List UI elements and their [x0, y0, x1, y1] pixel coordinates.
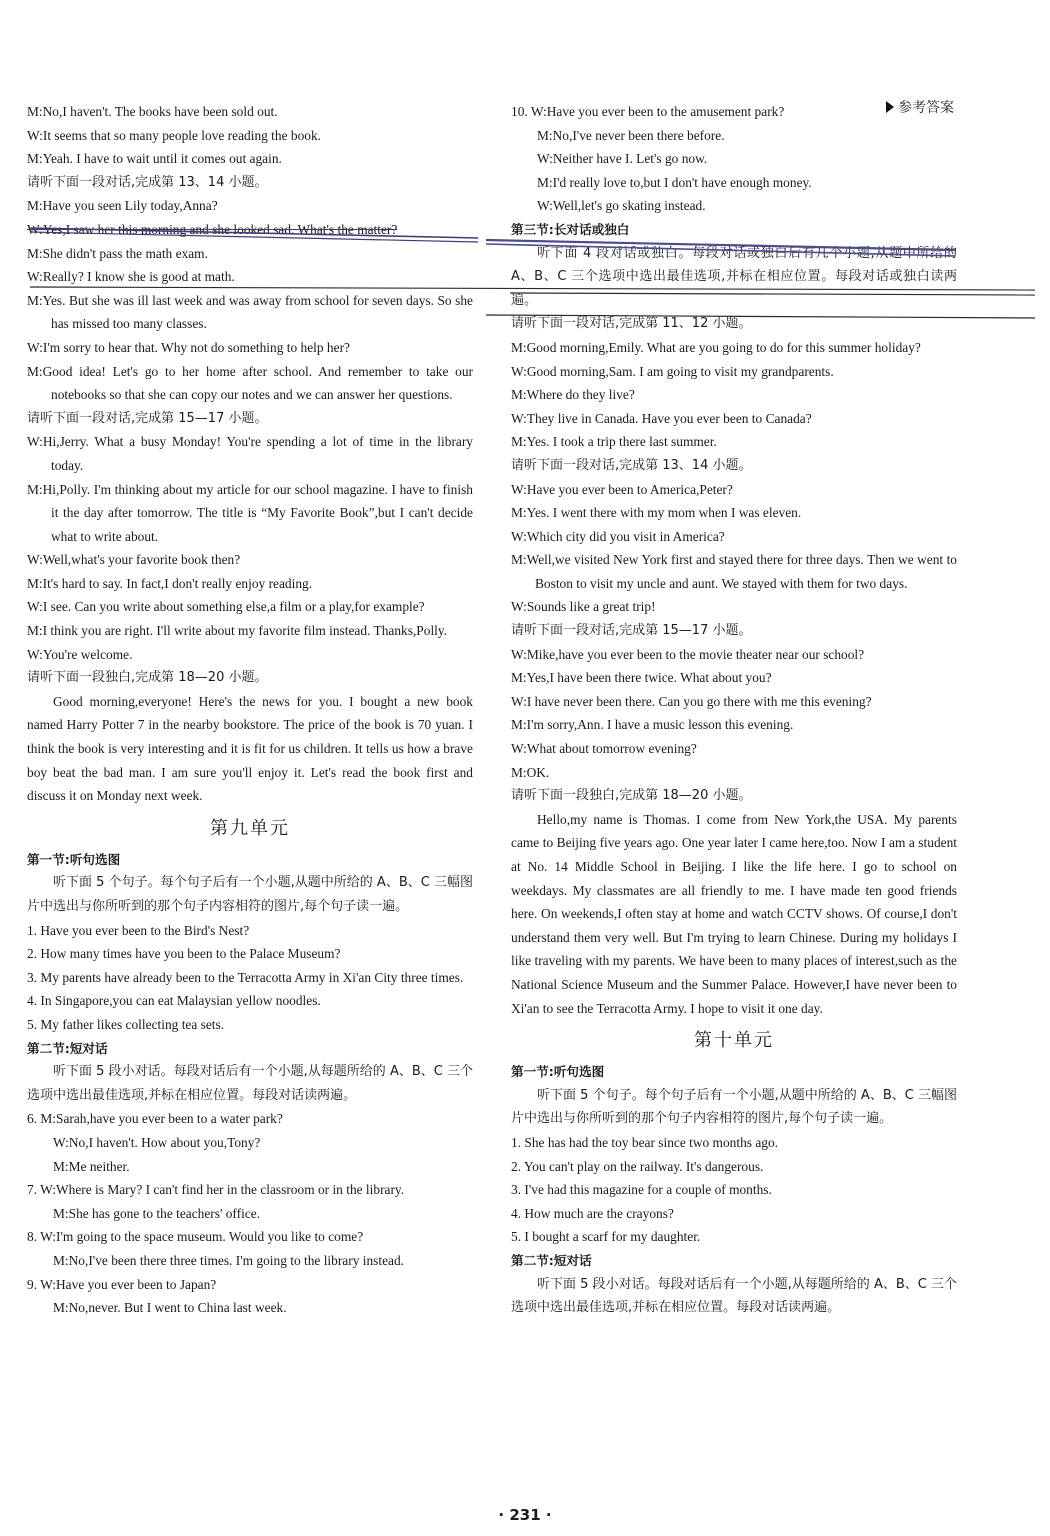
text-line: M:No,never. But I went to China last week.	[53, 1300, 287, 1316]
text-line: W:They live in Canada. Have you ever been to Canada?	[511, 410, 812, 426]
text-line: W:Neither have I. Let's go now.	[537, 151, 708, 167]
instruction-text: 请听下面一段对话,完成第 11、12 小题。	[511, 316, 752, 332]
unit-title: 第十单元	[694, 1030, 774, 1052]
text-line: 1. She has had the toy bear since two months ago.	[511, 1134, 779, 1150]
text-line: W:I see. Can you write about something else,a film or a play,for example?	[27, 599, 425, 615]
unit-title: 第九单元	[210, 817, 290, 839]
text-line: 2. You can't play on the railway. It's dangerous.	[511, 1158, 764, 1174]
text-line: 5. I bought a scarf for my daughter.	[511, 1229, 701, 1245]
text-line: Hello,my name is Thomas. I come from New York,the USA. My parents came to Beijing five years ago. One year later I came here,too. Now I am a student at No. 14 Middle School in Beijing. I like the life here. I go to school on weekdays. My classmates are all friendly to me. I have made ten good friends here. On weekends,I often stay at home and watch CCTV shows. Of course,I don't understand them very well. But I'm trying to learn Chinese. During my holidays I like traveling with my parents. We have been to many places of interest,such as the National Science Museum and the Summer Palace. However,I have never been to Xi'an to see the Terracotta Army. I hope to visit it one day.	[511, 811, 957, 1016]
text-line: W:Well,let's go skating instead.	[537, 198, 706, 214]
text-line: M:Well,we visited New York first and stayed there for three days. Then we went to Boston to visit my uncle and aunt. We stayed with them for two days.	[511, 552, 957, 591]
text-line: W:Good morning,Sam. I am going to visit my grandparents.	[511, 363, 834, 379]
text-line: W:Well,what's your favorite book then?	[27, 552, 241, 568]
text-line: M:I think you are right. I'll write about my favorite film instead. Thanks,Polly.	[27, 623, 448, 639]
text-line: W:I have never been there. Can you go there with me this evening?	[511, 693, 872, 709]
text-line: 4. How much are the crayons?	[511, 1205, 674, 1221]
text-line: 3. I've had this magazine for a couple of months.	[511, 1182, 772, 1198]
text-line: M:OK.	[511, 764, 550, 780]
text-line: M:Yes. I went there with my mom when I was eleven.	[511, 505, 802, 521]
instruction-text: 听下面 4 段对话或独白。每段对话或独白后有几个小题,从题中所给的 A、B、C 三个选项中选出最佳选项,并标在相应位置。每段对话或独白读两遍。	[511, 245, 957, 308]
text-line: M:No,I've never been there before.	[537, 127, 725, 143]
text-line: W:Mike,have you ever been to the movie theater near our school?	[511, 646, 865, 662]
text-line: W:Hi,Jerry. What a busy Monday! You're spending a lot of time in the library today.	[27, 434, 473, 473]
text-line: W:Which city did you visit in America?	[511, 528, 725, 544]
text-line: M:Yes,I have been there twice. What about you?	[511, 670, 772, 686]
instruction-text: 请听下面一段独白,完成第 18—20 小题。	[27, 670, 268, 686]
text-line: M:Yes. But she was ill last week and was away from school for seven days. So she has missed too many classes.	[27, 292, 473, 332]
section-heading: 第一节:听句选图	[27, 851, 121, 867]
text-line: M:No,I've been there three times. I'm going to the library instead.	[53, 1252, 405, 1268]
text-line: Good morning,everyone! Here's the news for you. I bought a new book named Harry Potter 7 in the nearby bookstore. The price of the book is 70 yuan. I think the book is very interesting and it is fit for us children. It tells us how a brave boy beat the bad man. I am sure you'll enjoy it. Let's read the book first and discuss it on Monday next week.	[27, 693, 473, 804]
text-line: M:Good idea! Let's go to her home after school. And remember to take our notebooks so that she can copy our notes and we can answer her questions.	[27, 363, 473, 403]
instruction-text: 请听下面一段对话,完成第 13、14 小题。	[27, 174, 268, 190]
text-line: M:Where do they live?	[511, 387, 635, 403]
text-line: W:Yes,I saw her this morning and she looked sad. What's the matter?	[27, 221, 398, 237]
section-heading: 第二节:短对话	[27, 1040, 108, 1056]
text-line: 6. M:Sarah,have you ever been to a water park?	[27, 1111, 283, 1127]
text-line: 9. W:Have you ever been to Japan?	[27, 1276, 217, 1292]
text-line: W:It seems that so many people love reading the book.	[27, 127, 322, 143]
text-line: W:Really? I know she is good at math.	[27, 269, 235, 285]
text-line: M:Yeah. I have to wait until it comes out again.	[27, 151, 282, 167]
text-line: M:It's hard to say. In fact,I don't really enjoy reading.	[27, 575, 313, 591]
instruction-text: 听下面 5 个句子。每个句子后有一个小题,从题中所给的 A、B、C 三幅图片中选出与你所听到的那个句子内容相符的图片,每个句子读一遍。	[27, 875, 473, 914]
text-line: W:What about tomorrow evening?	[511, 741, 697, 757]
instruction-text: 请听下面一段对话,完成第 15—17 小题。	[511, 623, 752, 639]
left-column	[27, 100, 473, 1320]
text-line: 7. W:Where is Mary? I can't find her in the classroom or in the library.	[27, 1182, 405, 1198]
text-line: W:Have you ever been to America,Peter?	[511, 481, 733, 497]
text-line: M:Me neither.	[53, 1158, 130, 1174]
text-line: M:I'd really love to,but I don't have enough money.	[537, 174, 812, 190]
text-line: W:I'm sorry to hear that. Why not do something to help her?	[27, 339, 350, 355]
text-line: M:She didn't pass the math exam.	[27, 245, 208, 261]
text-line: W:Sounds like a great trip!	[511, 599, 656, 615]
instruction-text: 听下面 5 段小对话。每段对话后有一个小题,从每题所给的 A、B、C 三个选项中选出最佳选项,并标在相应位置。每段对话读两遍。	[27, 1064, 473, 1103]
text-line: M:Have you seen Lily today,Anna?	[27, 198, 218, 214]
right-column	[511, 100, 957, 1320]
header-label: 参考答案	[898, 100, 954, 116]
instruction-text: 听下面 5 段小对话。每段对话后有一个小题,从每题所给的 A、B、C 三个选项中选出最佳选项,并标在相应位置。每段对话读两遍。	[511, 1276, 957, 1316]
text-line: 4. In Singapore,you can eat Malaysian yellow noodles.	[27, 993, 321, 1009]
instruction-text: 请听下面一段对话,完成第 15—17 小题。	[27, 410, 268, 426]
text-line: 10. W:Have you ever been to the amusement park?	[511, 104, 785, 119]
page-number: · 231 ·	[498, 1506, 552, 1524]
text-line: M:She has gone to the teachers' office.	[53, 1205, 261, 1221]
instruction-text: 听下面 5 个句子。每个句子后有一个小题,从题中所给的 A、B、C 三幅图片中选出与你所听到的那个句子内容相符的图片,每个句子读一遍。	[511, 1087, 957, 1127]
text-line: 5. My father likes collecting tea sets.	[27, 1016, 225, 1032]
text-line: 8. W:I'm going to the space museum. Would you like to come?	[27, 1229, 364, 1245]
section-heading: 第三节:长对话或独白	[511, 221, 630, 237]
instruction-text: 请听下面一段独白,完成第 18—20 小题。	[511, 788, 752, 804]
text-line: M:Yes. I took a trip there last summer.	[511, 434, 717, 450]
text-line: 2. How many times have you been to the Palace Museum?	[27, 946, 341, 962]
section-heading: 第一节:听句选图	[511, 1064, 605, 1080]
text-line: M:Hi,Polly. I'm thinking about my article for our school magazine. I have to finish it the day after tomorrow. The title is “My Favorite Book”,but I can't decide what to write about.	[27, 481, 473, 544]
text-line: M:No,I haven't. The books have been sold out.	[27, 104, 278, 119]
text-line: W:You're welcome.	[27, 646, 133, 662]
section-heading: 第二节:短对话	[511, 1252, 592, 1268]
instruction-text: 请听下面一段对话,完成第 13、14 小题。	[511, 457, 752, 473]
text-line: M:Good morning,Emily. What are you going to do for this summer holiday?	[511, 339, 921, 355]
text-line: M:I'm sorry,Ann. I have a music lesson this evening.	[511, 717, 794, 733]
text-line: 3. My parents have already been to the Terracotta Army in Xi'an City three times.	[27, 969, 464, 985]
text-line: W:No,I haven't. How about you,Tony?	[53, 1134, 261, 1150]
text-line: 1. Have you ever been to the Bird's Nest?	[27, 922, 250, 938]
